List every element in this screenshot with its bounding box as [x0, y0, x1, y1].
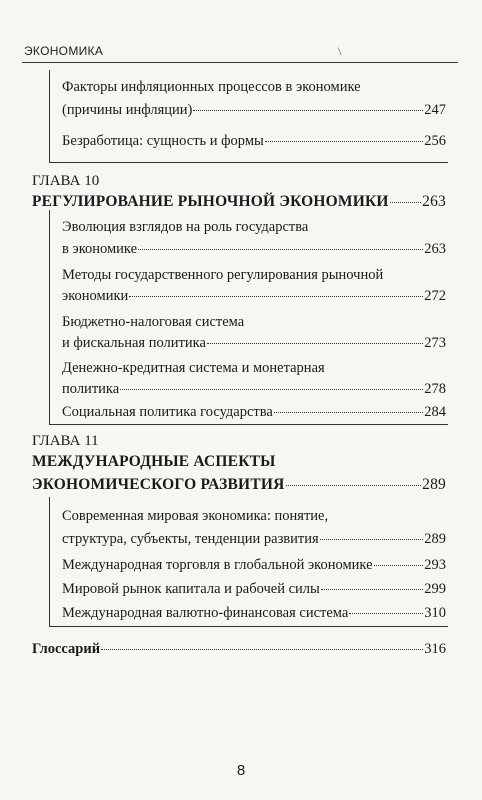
leader-dots [120, 389, 423, 390]
toc-entry-page: 278 [424, 381, 446, 397]
toc-entry-title: политика [62, 381, 120, 397]
glossary-title: Глоссарий [32, 641, 101, 657]
toc-entry-title: в экономике [62, 241, 138, 257]
toc-entry [62, 287, 446, 305]
toc-entry-title: Социальная политика государства [62, 404, 273, 420]
chapter-title-line: МЕЖДУНАРОДНЫЕ АСПЕКТЫ [32, 453, 276, 470]
toc-entry-title: Международная торговля в глобальной экономике [62, 557, 373, 573]
leader-dots [207, 343, 423, 344]
toc-entry-page: 299 [424, 581, 446, 597]
toc-entry [62, 380, 446, 398]
toc-entry-line: Факторы инфляционных процессов в экономике [62, 79, 361, 95]
toc-entry [62, 132, 446, 150]
toc-entry-page: 256 [424, 133, 446, 149]
toc-entry-page: 273 [424, 335, 446, 351]
leader-dots [101, 649, 423, 650]
chapter-label: ГЛАВА 11 [32, 433, 99, 449]
leader-dots [286, 485, 422, 486]
chapter-page: 263 [422, 193, 446, 210]
toc-entry-page: 284 [424, 404, 446, 420]
leader-dots [320, 539, 424, 540]
toc-entry [62, 556, 446, 574]
toc-entry-title: Международная валютно-финансовая система [62, 605, 349, 621]
toc-entry-page: 293 [424, 557, 446, 573]
leader-dots [265, 141, 423, 142]
toc-entry-page: 272 [424, 288, 446, 304]
chapter-label: ГЛАВА 10 [32, 173, 100, 189]
toc-entry-line: Современная мировая экономика: понятие, [62, 508, 329, 524]
toc-entry [62, 334, 446, 352]
toc-entry-line: Бюджетно-налоговая система [62, 314, 245, 330]
chapter-title-text: РЕГУЛИРОВАНИЕ РЫНОЧНОЙ ЭКОНОМИКИ [32, 193, 389, 210]
chapter-page: 289 [422, 476, 446, 493]
toc-entry-title: структура, субъекты, тенденции развития [62, 531, 319, 547]
header-mark: \ [338, 44, 342, 58]
toc-entry [62, 530, 446, 548]
leader-dots [349, 613, 423, 614]
toc-entry-line: Денежно-кредитная система и монетарная [62, 360, 325, 376]
toc-entry-page: 263 [424, 241, 446, 257]
glossary-page: 316 [424, 641, 446, 657]
toc-entry-title: экономики [62, 288, 129, 304]
leader-dots [193, 110, 423, 111]
chapter-title [32, 192, 446, 212]
header-rule [22, 62, 458, 63]
leader-dots [321, 589, 423, 590]
leader-dots [274, 412, 423, 413]
toc-entry [62, 604, 446, 622]
toc-entry [62, 580, 446, 598]
leader-dots [129, 296, 423, 297]
chapter-title-text: ЭКОНОМИЧЕСКОГО РАЗВИТИЯ [32, 476, 285, 493]
toc-entry-glossary [32, 640, 446, 658]
toc-entry [62, 101, 446, 119]
toc-entry-title: и фискальная политика [62, 335, 206, 351]
toc-entry-title: Безработица: сущность и формы [62, 133, 264, 149]
toc-entry-line: Методы государственного регулирования рыночной [62, 267, 384, 283]
toc-entry-line: Эволюция взглядов на роль государства [62, 219, 309, 235]
leader-dots [390, 202, 421, 203]
toc-entry [62, 403, 446, 421]
toc-entry-page: 310 [424, 605, 446, 621]
running-title: ЭКОНОМИКА [24, 44, 104, 58]
toc-entry-page: 289 [424, 531, 446, 547]
toc-entry-title: Мировой рынок капитала и рабочей силы [62, 581, 320, 597]
leader-dots [138, 249, 423, 250]
toc-entry-page: 247 [424, 102, 446, 118]
leader-dots [374, 565, 424, 566]
toc-entry-title: (причины инфляции) [62, 102, 193, 118]
toc-entry [62, 240, 446, 258]
chapter-title [32, 475, 446, 495]
page-number: 8 [236, 762, 246, 779]
